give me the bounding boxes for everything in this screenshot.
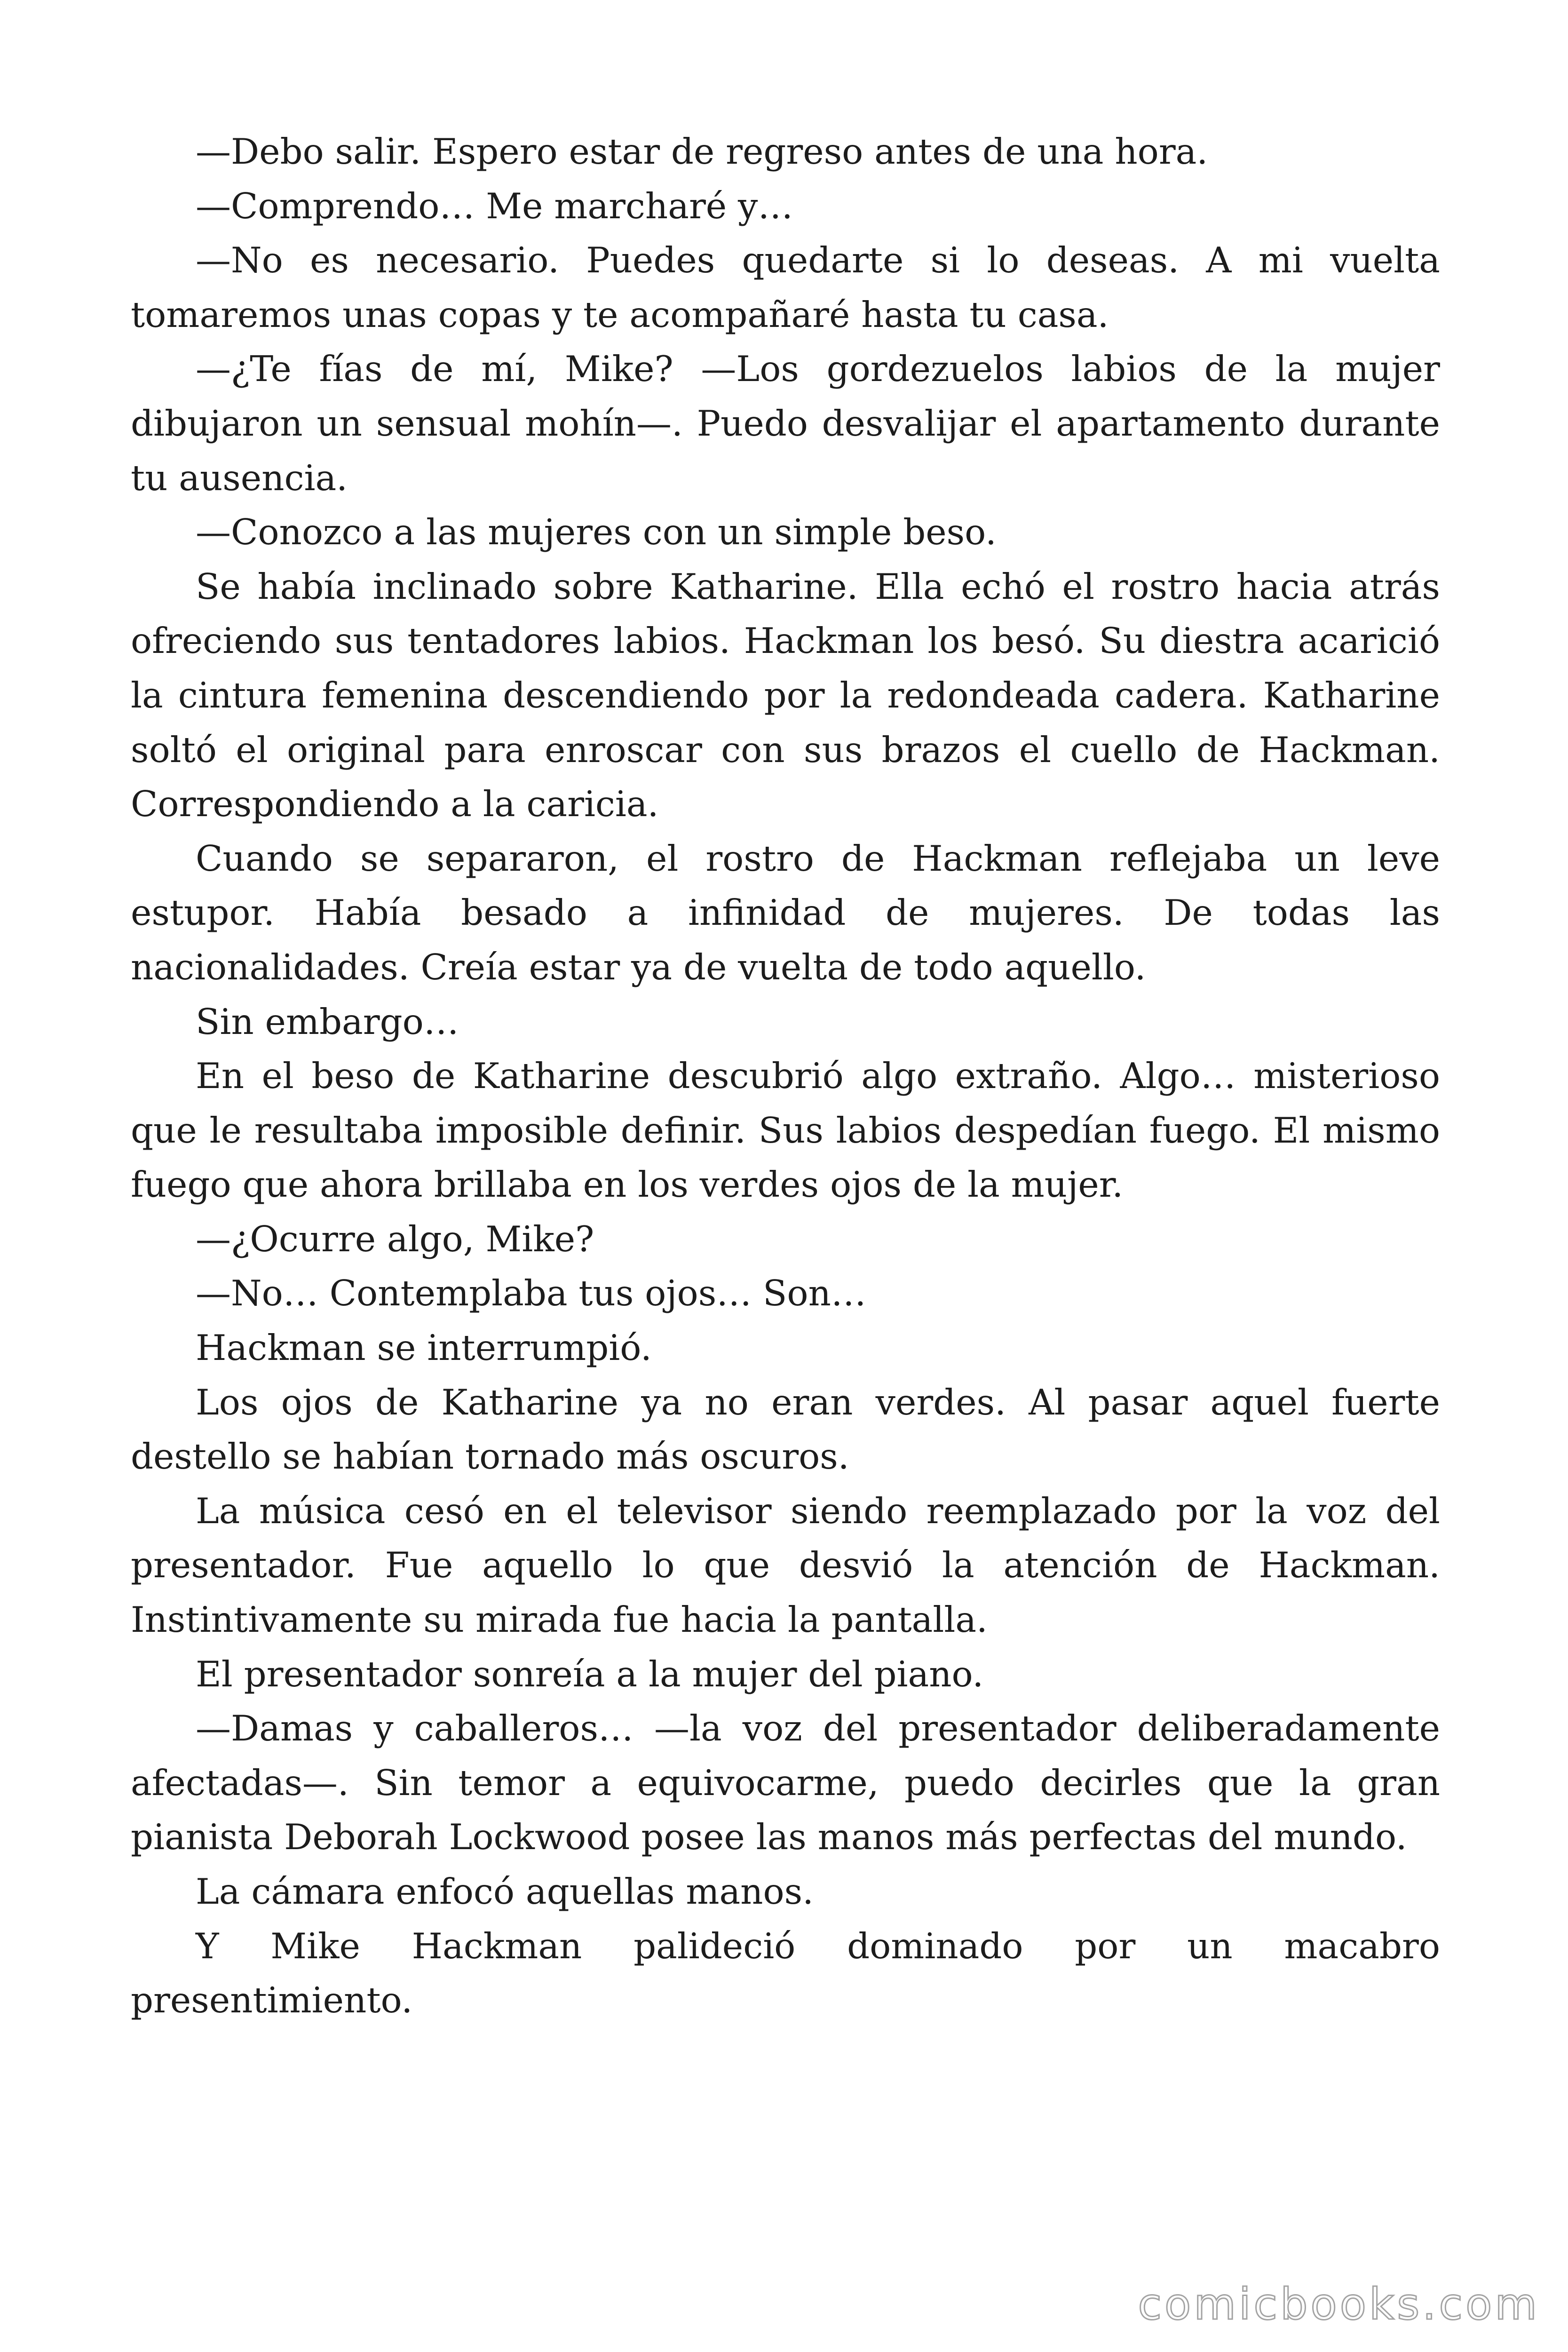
paragraph: —¿Ocurre algo, Mike?	[196, 1218, 594, 1260]
paragraph: —Comprendo… Me marcharé y…	[196, 185, 793, 227]
paragraph: Hackman se interrumpió.	[196, 1327, 652, 1369]
paragraph: —Debo salir. Espero estar de regreso antes de una hora.	[196, 131, 1208, 172]
paragraph: La música cesó en el televisor siendo reemplazado por la voz del presentador. Fue aquello lo que desvió la atención de Hackman. Instintivamente su mirada fue hacia la pantalla.	[131, 1490, 1440, 1641]
paragraph: —¿Te fías de mí, Mike? —Los gordezuelos labios de la mujer dibujaron un sensual mohín—. Puedo desvalijar el apartamento durante tu ausencia.	[131, 348, 1440, 499]
paragraph: Cuando se separaron, el rostro de Hackman reflejaba un leve estupor. Había besado a infinidad de mujeres. De todas las nacionalidades. Creía estar ya de vuelta de todo aquello.	[131, 837, 1440, 988]
paragraph: En el beso de Katharine descubrió algo extraño. Algo… misterioso que le resultaba imposible definir. Sus labios despedían fuego. El mismo fuego que ahora brillaba en los verdes ojos de la mujer.	[131, 1055, 1440, 1206]
paragraph: La cámara enfocó aquellas manos.	[196, 1871, 814, 1912]
paragraph: Y Mike Hackman palideció dominado por un macabro presentimiento.	[131, 1925, 1440, 2021]
paragraph: Se había inclinado sobre Katharine. Ella echó el rostro hacia atrás ofreciendo sus tentadores labios. Hackman los besó. Su diestra acarició la cintura femenina descendiendo por la redondeada cadera. Katharine soltó el original para enroscar con sus brazos el cuello de Hackman. Correspondiendo a la caricia.	[131, 565, 1440, 825]
paragraph: El presentador sonreía a la mujer del piano.	[196, 1653, 984, 1695]
paragraph: —Conozco a las mujeres con un simple beso.	[196, 511, 997, 553]
paragraph: —No es necesario. Puedes quedarte si lo deseas. A mi vuelta tomaremos unas copas y te acompañaré hasta tu casa.	[131, 239, 1440, 335]
page-text	[131, 125, 1440, 2028]
paragraph: Los ojos de Katharine ya no eran verdes. Al pasar aquel fuerte destello se habían tornado más oscuros.	[131, 1381, 1440, 1478]
paragraph: Sin embargo…	[196, 1001, 459, 1042]
paragraph: —No… Contemplaba tus ojos… Son…	[196, 1272, 866, 1314]
paragraph: —Damas y caballeros… —la voz del presentador deliberadamente afectadas—. Sin temor a equivocarme, puedo decirles que la gran pianista Deborah Lockwood posee las manos más perfectas del mundo.	[131, 1708, 1440, 1858]
watermark: comicbooks.com	[1138, 2279, 1540, 2329]
